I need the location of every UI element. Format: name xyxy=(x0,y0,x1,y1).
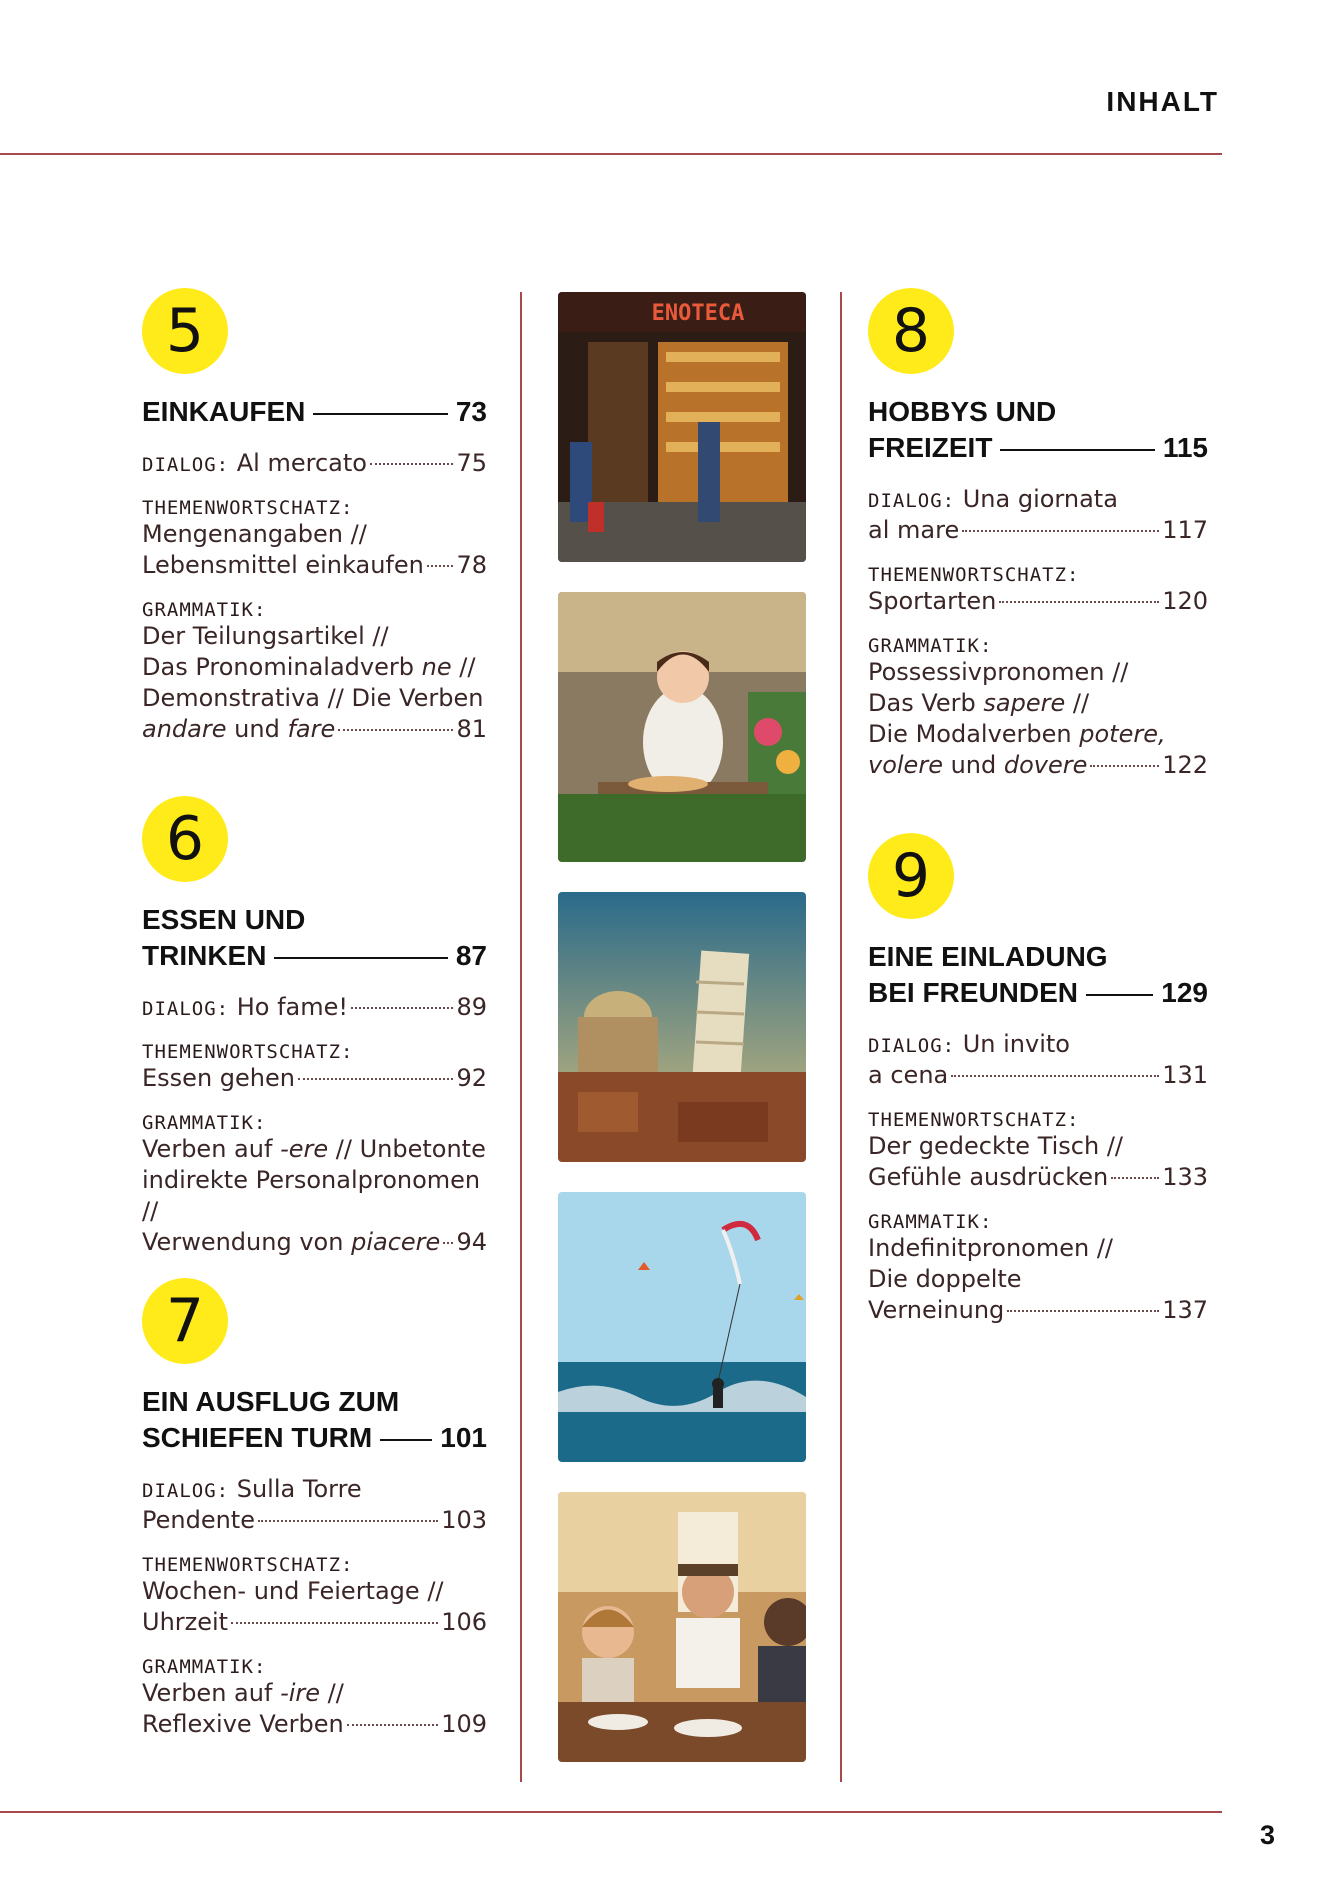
entry-page: 89 xyxy=(456,993,487,1021)
toc-entry-grammar[interactable] xyxy=(868,1211,1208,1326)
entry-page: 75 xyxy=(456,449,487,477)
enoteca-sign: ENOTECA xyxy=(651,301,745,326)
dot-leader xyxy=(1090,765,1159,767)
toc-entry-grammar[interactable] xyxy=(142,1112,487,1258)
entry-page: 117 xyxy=(1162,516,1208,544)
dot-leader xyxy=(370,463,454,465)
entry-page: 133 xyxy=(1162,1163,1208,1191)
entry-text: Die doppelte xyxy=(868,1265,1022,1293)
entry-label: GRAMMATIK: xyxy=(868,1211,993,1233)
entry-text: Verneinung xyxy=(868,1296,1005,1324)
chapter-9 xyxy=(868,833,1208,1326)
entry-page: 131 xyxy=(1162,1061,1208,1089)
title-leader-line xyxy=(274,957,447,959)
pizza-illustration xyxy=(558,592,806,862)
entry-label: DIALOG: xyxy=(142,454,230,476)
dot-leader xyxy=(1007,1310,1159,1312)
friends-dinner-photo xyxy=(558,1492,806,1762)
entry-page: 109 xyxy=(441,1710,487,1738)
toc-entry-grammar[interactable] xyxy=(142,1656,487,1740)
entry-text: Al mercato xyxy=(236,449,367,477)
chapter-title-text: EINKAUFEN xyxy=(142,396,306,427)
dot-leader xyxy=(999,601,1159,603)
entry-text: Die Modalverben potere, xyxy=(868,720,1166,748)
chapter-number-badge: 5 xyxy=(142,288,228,374)
toc-entry-dialog[interactable] xyxy=(868,1029,1208,1091)
dot-leader xyxy=(347,1724,438,1726)
kitesurfing-illustration xyxy=(558,1192,806,1462)
entry-page: 103 xyxy=(441,1506,487,1534)
title-leader-line xyxy=(1086,994,1153,996)
dot-leader xyxy=(258,1520,438,1522)
chapter-page: 87 xyxy=(455,940,487,971)
entry-label: DIALOG: xyxy=(868,1035,956,1057)
dot-leader xyxy=(962,530,1159,532)
chapter-title[interactable] xyxy=(868,394,1208,466)
dot-leader xyxy=(427,565,454,567)
entry-label: DIALOG: xyxy=(142,1480,230,1502)
chapter-title-text: EINE EINLADUNG xyxy=(868,941,1108,972)
woman-eating-pizza-photo xyxy=(558,592,806,862)
right-column-divider xyxy=(840,292,842,1782)
entry-text: Uhrzeit xyxy=(142,1608,229,1636)
toc-entry-vocabulary[interactable] xyxy=(868,1109,1208,1193)
entry-text: Sportarten xyxy=(868,587,997,615)
top-rule xyxy=(0,153,1222,155)
chapter-title[interactable] xyxy=(142,394,487,430)
entry-label: GRAMMATIK: xyxy=(142,1656,267,1678)
entry-label: DIALOG: xyxy=(142,998,230,1020)
toc-entry-vocabulary[interactable] xyxy=(868,564,1208,617)
entry-label: THEMENWORTSCHATZ: xyxy=(868,1109,1080,1131)
enoteca-shopfront-photo xyxy=(558,292,806,562)
entry-label: THEMENWORTSCHATZ: xyxy=(142,497,354,519)
page-header-title: INHALT xyxy=(1106,86,1219,117)
chapter-number-badge: 7 xyxy=(142,1278,228,1364)
chapter-7 xyxy=(142,1278,487,1740)
title-leader-line xyxy=(1000,449,1154,451)
chapter-page: 73 xyxy=(455,396,487,427)
kitesurfing-sea-photo xyxy=(558,1192,806,1462)
chapter-title-text: SCHIEFEN TURM xyxy=(142,1422,373,1453)
entry-page: 120 xyxy=(1162,587,1208,615)
dot-leader xyxy=(338,729,453,731)
chapter-title[interactable] xyxy=(142,902,487,974)
entry-text: Mengenangaben // xyxy=(142,520,367,548)
entry-text: indirekte Personalpronomen // xyxy=(142,1166,481,1225)
entry-text: a cena xyxy=(868,1061,949,1089)
entry-page: 106 xyxy=(441,1608,487,1636)
entry-page: 92 xyxy=(456,1064,487,1092)
entry-text: Reflexive Verben xyxy=(142,1710,344,1738)
entry-text: andare und fare xyxy=(142,715,336,743)
right-toc-column xyxy=(868,288,1208,1388)
toc-entry-vocabulary[interactable] xyxy=(142,497,487,581)
toc-entry-grammar[interactable] xyxy=(868,635,1208,781)
entry-text: Der gedeckte Tisch // xyxy=(868,1132,1123,1160)
dot-leader xyxy=(951,1075,1159,1077)
entry-page: 122 xyxy=(1162,751,1208,779)
page-number: 3 xyxy=(1259,1820,1275,1850)
bottom-rule xyxy=(0,1811,1222,1813)
entry-text: Gefühle ausdrücken xyxy=(868,1163,1109,1191)
toc-entry-vocabulary[interactable] xyxy=(142,1041,487,1094)
toc-entry-vocabulary[interactable] xyxy=(142,1554,487,1638)
entry-page: 78 xyxy=(456,551,487,579)
entry-label: THEMENWORTSCHATZ: xyxy=(142,1554,354,1576)
pisa-illustration xyxy=(558,892,806,1162)
title-leader-line xyxy=(380,1439,432,1441)
chapter-8 xyxy=(868,288,1208,781)
entry-text: Demonstrativa // Die Verben xyxy=(142,684,484,712)
dot-leader xyxy=(231,1622,438,1624)
toc-entry-dialog[interactable] xyxy=(142,1474,487,1536)
entry-text: Verben auf -ire // xyxy=(142,1679,344,1707)
chapter-6 xyxy=(142,796,487,1258)
chapter-5 xyxy=(142,288,487,745)
entry-text: volere und dovere xyxy=(868,751,1088,779)
entry-label: DIALOG: xyxy=(868,490,956,512)
chapter-page: 101 xyxy=(440,1422,487,1453)
dot-leader xyxy=(351,1007,453,1009)
chapter-number-badge: 8 xyxy=(868,288,954,374)
dot-leader xyxy=(1111,1177,1159,1179)
entry-label: THEMENWORTSCHATZ: xyxy=(868,564,1080,586)
toc-entry-dialog[interactable] xyxy=(868,484,1208,546)
enoteca-illustration xyxy=(558,292,806,562)
entry-text: Pendente xyxy=(142,1506,255,1534)
entry-text: Wochen- und Feiertage // xyxy=(142,1577,444,1605)
entry-text: Verwendung von piacere xyxy=(142,1228,441,1256)
entry-page: 94 xyxy=(456,1228,487,1256)
entry-text: Un invito xyxy=(962,1030,1070,1058)
chapter-number-badge: 6 xyxy=(142,796,228,882)
entry-label: GRAMMATIK: xyxy=(142,1112,267,1134)
chapter-title[interactable] xyxy=(868,939,1208,1011)
dinner-illustration xyxy=(558,1492,806,1762)
chapter-page: 129 xyxy=(1161,977,1208,1008)
dot-leader xyxy=(443,1242,453,1244)
entry-text: Una giornata xyxy=(962,485,1118,513)
entry-text: Das Verb sapere // xyxy=(868,689,1090,717)
entry-text: Ho fame! xyxy=(236,993,349,1021)
chapter-title-text: BEI FREUNDEN xyxy=(868,977,1079,1008)
entry-text: Essen gehen xyxy=(142,1064,295,1092)
chapter-title-text: FREIZEIT xyxy=(868,432,993,463)
entry-text: Das Pronominaladverb ne // xyxy=(142,653,476,681)
chapter-title-text: TRINKEN xyxy=(142,940,267,971)
chapter-number-badge: 9 xyxy=(868,833,954,919)
entry-label: GRAMMATIK: xyxy=(868,635,993,657)
entry-page: 137 xyxy=(1162,1296,1208,1324)
entry-label: GRAMMATIK: xyxy=(142,599,267,621)
entry-page: 81 xyxy=(456,715,487,743)
toc-entry-dialog[interactable] xyxy=(142,448,487,479)
chapter-page: 115 xyxy=(1162,432,1208,463)
chapter-title[interactable] xyxy=(142,1384,487,1456)
entry-text: Lebensmittel einkaufen xyxy=(142,551,424,579)
dot-leader xyxy=(298,1078,453,1080)
entry-text: Sulla Torre xyxy=(236,1475,362,1503)
toc-entry-grammar[interactable] xyxy=(142,599,487,745)
left-column-divider xyxy=(520,292,522,1782)
chapter-title-text: EIN AUSFLUG ZUM xyxy=(142,1386,400,1417)
entry-text: al mare xyxy=(868,516,960,544)
entry-text: Possessivpronomen // xyxy=(868,658,1129,686)
entry-text: Indefinitpronomen // xyxy=(868,1234,1114,1262)
left-toc-column xyxy=(142,288,487,1788)
entry-text: Verben auf -ere // Unbetonte xyxy=(142,1135,486,1163)
entry-label: THEMENWORTSCHATZ: xyxy=(142,1041,354,1063)
entry-text: Der Teilungsartikel // xyxy=(142,622,389,650)
chapter-title-text: HOBBYS UND xyxy=(868,396,1057,427)
pisa-leaning-tower-photo xyxy=(558,892,806,1162)
title-leader-line xyxy=(313,413,448,415)
chapter-title-text: ESSEN UND xyxy=(142,904,306,935)
toc-entry-dialog[interactable] xyxy=(142,992,487,1023)
